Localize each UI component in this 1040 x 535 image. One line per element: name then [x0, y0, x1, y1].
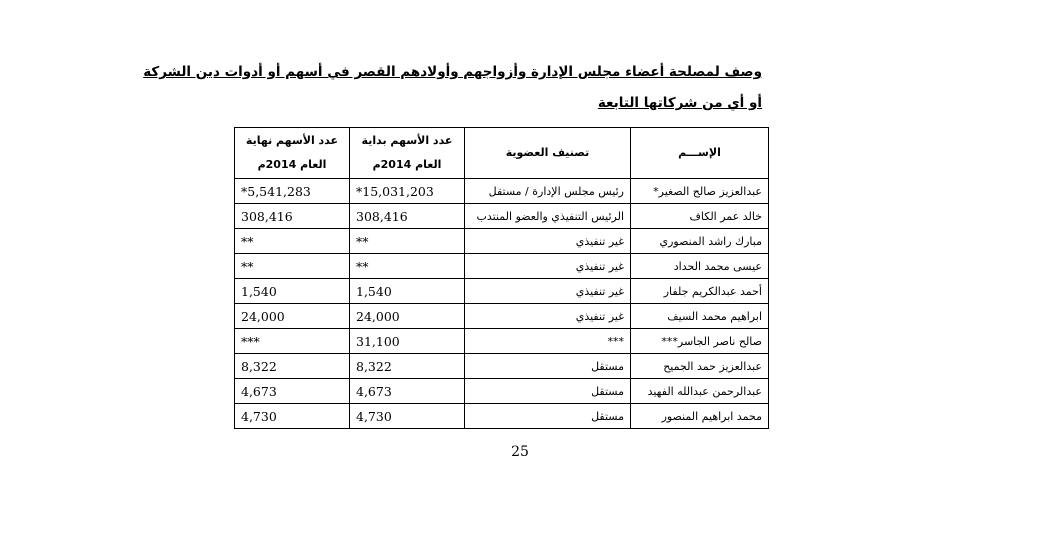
cell-classification: غير تنفيذي — [465, 279, 631, 304]
cell-classification: مستقل — [465, 354, 631, 379]
cell-shares-end: 1,540 — [235, 279, 350, 304]
header-name: الإســـم — [631, 128, 769, 179]
cell-name: مبارك راشد المنصوري — [631, 229, 769, 254]
cell-name: صالح ناصر الجاسر*** — [631, 329, 769, 354]
cell-shares-start: ** — [350, 229, 465, 254]
cell-shares-start: ** — [350, 254, 465, 279]
cell-name: ابراهيم محمد السيف — [631, 304, 769, 329]
table-row — [235, 179, 769, 204]
cell-classification: غير تنفيذي — [465, 229, 631, 254]
cell-classification: رئيس مجلس الإدارة / مستقل — [465, 179, 631, 204]
header-shares-start — [350, 128, 465, 179]
header-classification: تصنيف العضوية — [465, 128, 631, 179]
cell-shares-end: 5,541,283* — [235, 179, 350, 204]
cell-shares-start: 4,730 — [350, 404, 465, 429]
document-title-line-2: أو أي من شركاتها التابعة — [597, 95, 762, 111]
cell-classification: *** — [465, 329, 631, 354]
table-row — [235, 254, 769, 279]
cell-shares-end: ** — [235, 254, 350, 279]
table-row — [235, 329, 769, 354]
table-row — [235, 229, 769, 254]
cell-name: محمد ابراهيم المنصور — [631, 404, 769, 429]
table-row — [235, 204, 769, 229]
cell-shares-start: 15,031,203* — [350, 179, 465, 204]
cell-shares-end: 8,322 — [235, 354, 350, 379]
table-row — [235, 404, 769, 429]
table-header-row — [235, 128, 769, 179]
cell-shares-end: *** — [235, 329, 350, 354]
header-shares-start-line2: العام 2014م — [372, 158, 442, 171]
header-shares-end-line1: عدد الأسهم نهاية — [245, 134, 339, 147]
cell-classification: غير تنفيذي — [465, 304, 631, 329]
document-title-line-1: وصف لمصلحة أعضاء مجلس الإدارة وأزواجهم وأولادهم القصر في أسهم أو أدوات دين الشركة — [143, 64, 762, 80]
cell-shares-end: 308,416 — [235, 204, 350, 229]
cell-classification: غير تنفيذي — [465, 254, 631, 279]
table-row — [235, 304, 769, 329]
cell-shares-start: 4,673 — [350, 379, 465, 404]
cell-name: أحمد عبدالكريم جلفار — [631, 279, 769, 304]
header-shares-end-line2: العام 2014م — [257, 158, 327, 171]
cell-shares-end: 4,673 — [235, 379, 350, 404]
cell-name: خالد عمر الكاف — [631, 204, 769, 229]
table-row — [235, 379, 769, 404]
cell-classification: الرئيس التنفيذي والعضو المنتدب — [465, 204, 631, 229]
cell-shares-start: 8,322 — [350, 354, 465, 379]
cell-classification: مستقل — [465, 379, 631, 404]
cell-name: عبدالعزيز صالح الصغير* — [631, 179, 769, 204]
cell-name: عيسى محمد الحداد — [631, 254, 769, 279]
board-shares-table — [234, 127, 769, 429]
cell-shares-end: 24,000 — [235, 304, 350, 329]
cell-classification: مستقل — [465, 404, 631, 429]
table-row — [235, 279, 769, 304]
page-number: 25 — [511, 444, 529, 460]
cell-shares-start: 308,416 — [350, 204, 465, 229]
header-shares-start-line1: عدد الأسهم بداية — [361, 134, 453, 147]
cell-name: عبدالرحمن عبدالله الفهيد — [631, 379, 769, 404]
cell-shares-start: 1,540 — [350, 279, 465, 304]
cell-shares-start: 24,000 — [350, 304, 465, 329]
cell-name: عبدالعزيز حمد الجميح — [631, 354, 769, 379]
cell-shares-start: 31,100 — [350, 329, 465, 354]
cell-shares-end: 4,730 — [235, 404, 350, 429]
cell-shares-end: ** — [235, 229, 350, 254]
table-row — [235, 354, 769, 379]
header-shares-end — [235, 128, 350, 179]
